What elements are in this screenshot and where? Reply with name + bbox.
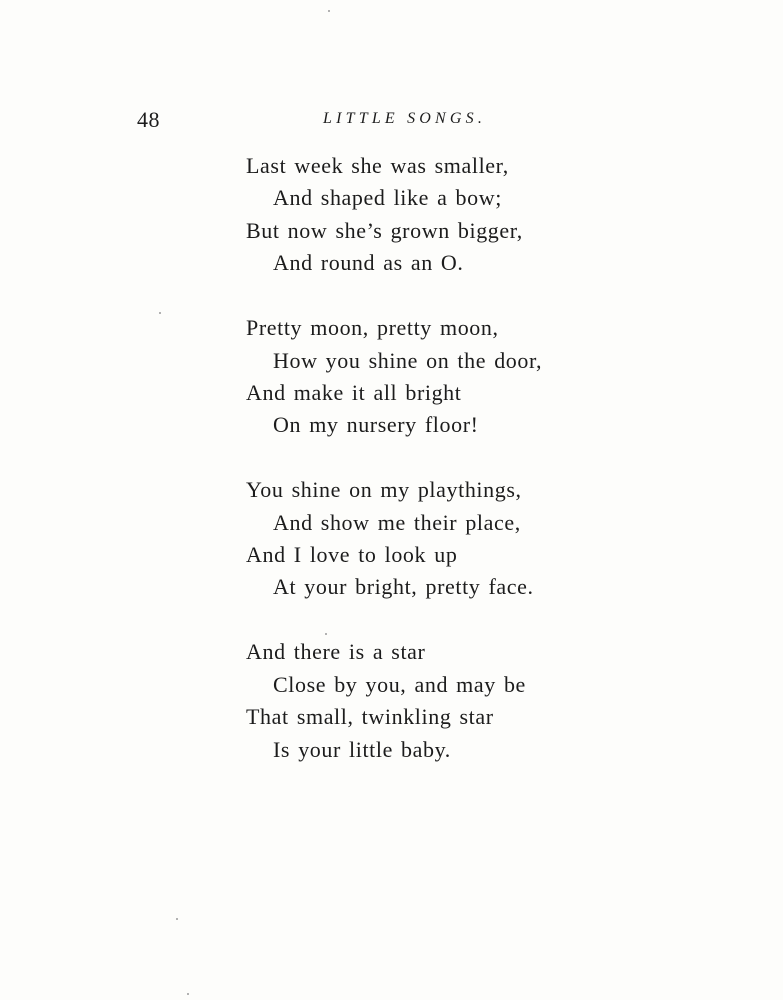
poem-line: That small, twinkling star — [246, 704, 494, 730]
poem-line: And there is a star — [246, 639, 426, 665]
stanza-4 — [246, 636, 746, 766]
poem-line: And shaped like a bow; — [273, 185, 502, 211]
poem — [246, 150, 746, 766]
paper-speck — [325, 633, 327, 635]
stanza-3 — [246, 474, 746, 604]
poem-line: On my nursery floor! — [273, 412, 479, 438]
poem-line: And make it all bright — [246, 379, 462, 405]
stanza-1 — [246, 150, 746, 280]
poem-line: You shine on my playthings, — [246, 477, 522, 503]
poem-line: Pretty moon, pretty moon, — [246, 315, 499, 341]
poem-line: And show me their place, — [273, 509, 521, 535]
page-number: 48 — [137, 107, 160, 132]
poem-line: And round as an O. — [273, 250, 464, 276]
paper-speck — [328, 10, 330, 12]
poem-line: But now she’s grown bigger, — [246, 217, 523, 243]
poem-line: And I love to look up — [246, 542, 458, 568]
poem-line: Last week she was smaller, — [246, 153, 509, 178]
paper-speck — [176, 918, 178, 920]
poem-line: Is your little baby. — [273, 736, 451, 762]
poem-line: Close by you, and may be — [273, 671, 526, 697]
poem-line: How you shine on the door, — [273, 347, 543, 373]
stanza-2 — [246, 312, 746, 442]
poem-line: At your bright, pretty face. — [273, 574, 534, 600]
running-head: LITTLE SONGS. — [323, 110, 487, 127]
paper-speck — [187, 993, 189, 995]
paper-speck — [159, 312, 161, 314]
